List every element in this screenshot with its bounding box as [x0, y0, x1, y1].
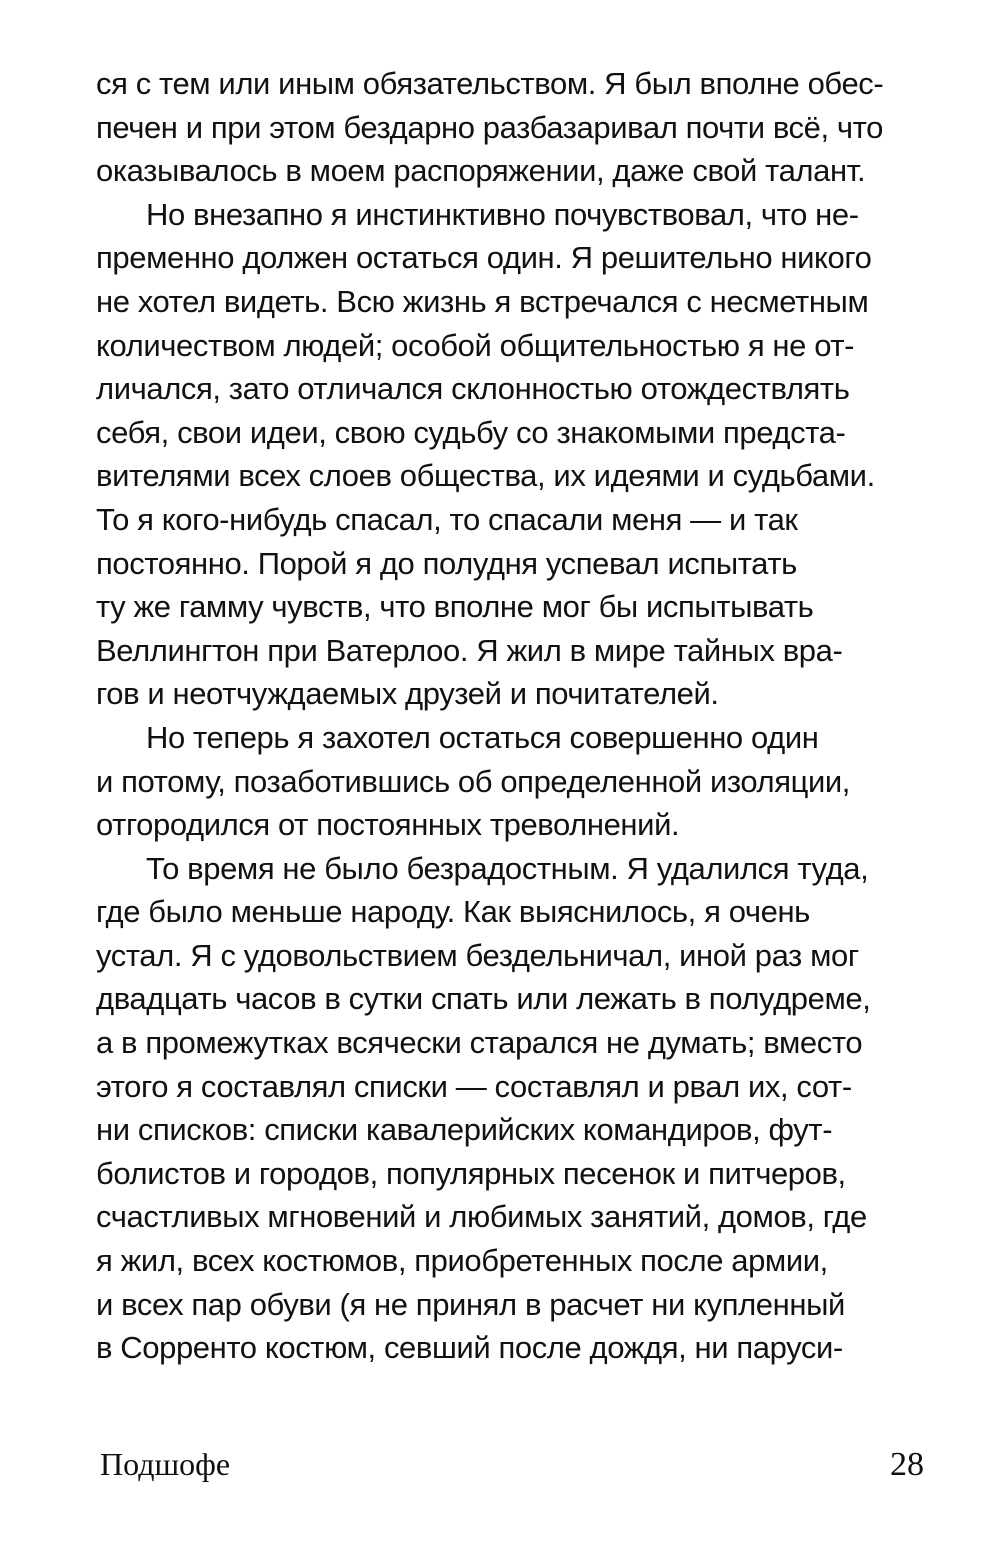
body-text	[96, 62, 926, 1370]
text-line-9: себя, свои идеи, свою судьбу со знакомыми предста-	[96, 414, 846, 450]
text-line-10: вителями всех слоев общества, их идеями и судьбами.	[96, 458, 875, 494]
text-line-28: я жил, всех костюмов, приобретенных после армии,	[96, 1243, 828, 1279]
text-line-4: Но внезапно я инстинктивно почувствовал, что не-	[146, 196, 859, 232]
text-line-26: болистов и городов, популярных песенок и питчеров,	[96, 1155, 846, 1191]
text-line-14: Веллингтон при Ватерлоо. Я жил в мире тайных вра-	[96, 632, 843, 668]
text-line-13: ту же гамму чувств, что вполне мог бы испытывать	[96, 589, 814, 625]
text-line-24: этого я составлял списки — составлял и рвал их, сот-	[96, 1068, 852, 1104]
text-line-22: двадцать часов в сутки спать или лежать в полудреме,	[96, 981, 871, 1017]
text-line-15: гов и неотчуждаемых друзей и почитателей.	[96, 676, 719, 712]
page-footer	[100, 1446, 924, 1484]
text-line-2: печен и при этом бездарно разбазаривал почти всё, что	[96, 109, 883, 145]
text-line-20: где было меньше народу. Как выяснилось, я очень	[96, 894, 810, 930]
text-line-5: пременно должен остаться один. Я решительно никого	[96, 240, 872, 276]
text-line-21: устал. Я с удовольствием бездельничал, иной раз мог	[96, 937, 859, 973]
text-line-17: и потому, позаботившись об определенной изоляции,	[96, 763, 851, 799]
text-line-29: и всех пар обуви (я не принял в расчет ни купленный	[96, 1286, 845, 1322]
text-line-27: счастливых мгновений и любимых занятий, домов, где	[96, 1199, 867, 1235]
text-line-6: не хотел видеть. Всю жизнь я встречался с несметным	[96, 283, 869, 319]
text-line-3: оказывалось в моем распоряжении, даже свой талант.	[96, 153, 866, 189]
text-line-12: постоянно. Порой я до полудня успевал испытать	[96, 545, 797, 581]
text-line-30: в Сорренто костюм, севший после дождя, ни паруси-	[96, 1330, 843, 1366]
text-line-23: а в промежутках всячески старался не думать; вместо	[96, 1025, 863, 1061]
text-line-7: количеством людей; особой общительностью я не от-	[96, 327, 855, 363]
running-title: Подшофе	[100, 1446, 231, 1482]
text-line-1: ся с тем или иным обязательством. Я был вполне обес-	[96, 66, 884, 101]
text-line-11: То я кого-нибудь спасал, то спасали меня — и так	[96, 501, 798, 537]
text-line-8: личался, зато отличался склонностью отождествлять	[96, 371, 850, 407]
text-line-16: Но теперь я захотел остаться совершенно один	[146, 719, 819, 755]
text-line-18: отгородился от постоянных треволнений.	[96, 807, 680, 843]
text-line-25: ни списков: списки кавалерийских командиров, фут-	[96, 1112, 833, 1148]
page-number: 28	[890, 1446, 924, 1483]
text-line-19: То время не было безрадостным. Я удалился туда,	[146, 850, 869, 886]
